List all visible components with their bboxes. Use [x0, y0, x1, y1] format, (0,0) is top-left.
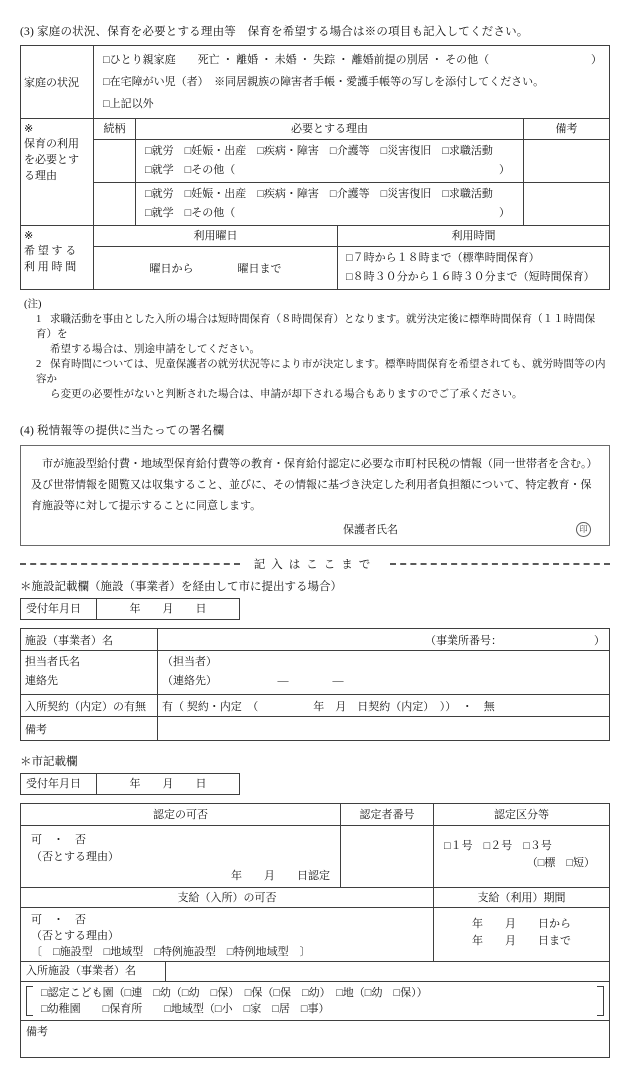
relation-cell — [94, 183, 136, 225]
facility-type-line1: □認定こども園（□連 □幼（□幼 □保） □保（□保 □幼） □地（□幼 □保）） — [41, 987, 428, 999]
family-status-table — [20, 45, 610, 290]
provision-content-row — [21, 908, 609, 962]
receipt-date-label: 受付年月日 — [21, 599, 97, 619]
close-paren: ） — [499, 164, 510, 176]
certification-category-header: 認定区分等 — [494, 808, 549, 821]
reason-options-line2: □就学 □その他（ ） — [145, 161, 517, 180]
provision-period-header: 支給（利用）期間 — [477, 891, 566, 904]
consent-text-line2: 及び世帯情報を閲覧又は収集すること、並びに、その情報に基づき決定した利用者負担額について、特定教育・保 — [31, 479, 592, 491]
dashed-line — [390, 563, 610, 565]
city-remarks-row — [21, 1021, 609, 1057]
city-receipt-date-box — [20, 773, 240, 795]
provision-column-header: 支給（入所）の可否 — [21, 888, 434, 907]
family-status-label: 家庭の状況 — [21, 46, 94, 118]
time-column-header: 利用時間 — [451, 229, 496, 242]
note-cell — [524, 140, 609, 182]
reason-column-header: 必要とする理由 — [136, 119, 524, 139]
approval-column-header: 認定の可否 — [21, 804, 341, 825]
desired-hours-label: ※ 希 望 す る 利 用 時 間 — [21, 226, 94, 289]
care-reason-row-1 — [94, 140, 609, 183]
left-bracket — [26, 986, 33, 1016]
remarks-label: 備考 — [26, 1026, 48, 1038]
reason-checkboxes — [136, 140, 524, 182]
facility-name-row — [21, 629, 609, 651]
note-1-line1: 1 求職活動を事由とした入所の場合は短時間保育（８時間保育）となります。就労決定後に標準時間保育（１１時間保育）を — [36, 314, 596, 340]
facility-remarks-row — [21, 717, 609, 740]
close-paren: ） — [591, 54, 602, 66]
contact-labels — [21, 651, 158, 694]
care-reason-row-2 — [94, 183, 609, 225]
relation-column-header: 続柄 — [94, 119, 136, 139]
provision-ok-no: 可 ・ 否 — [31, 914, 86, 926]
reason-options-line2: □就学 □その他（ ） — [145, 204, 517, 223]
remarks-label: 備考 — [21, 717, 158, 740]
reason-checkboxes — [136, 183, 524, 225]
hours-content-row — [94, 247, 609, 289]
remarks-cell — [158, 717, 609, 740]
approval-header-row — [21, 804, 609, 826]
weekday-range: 曜日から 曜日まで — [94, 247, 338, 289]
note-column-header: 備考 — [555, 122, 578, 135]
certifier-number-header: 認定者番号 — [341, 804, 434, 825]
contract-row — [21, 695, 609, 717]
close-paren: ） — [499, 207, 510, 219]
notes-block — [20, 297, 610, 402]
guardian-name-label: 保護者氏名 — [343, 524, 398, 536]
note-2-line2: ら変更の必要性がないと判断された場合は、申請が却下される場合もありますのでご了承ください。 — [50, 389, 523, 400]
consent-text-line1: 市が施設型給付費・地域型保育給付費等の教育・保育給付認定に必要な市町村民税の情報（同一世帯者を含む。） — [31, 458, 598, 470]
weekday-column-header: 利用曜日 — [94, 226, 338, 246]
admission-facility-row — [21, 962, 609, 982]
section4-heading: (4) 税情報等の提供に当たっての署名欄 — [20, 425, 225, 437]
provision-type-checkboxes: 〔 □施設型 □地域型 □特例施設型 □特例地域型 〕 — [31, 946, 311, 958]
disabled-child-option: □在宅障がい児（者） ※同居親族の障害者手帳・愛護手帳等の写しを添付してください。 — [103, 76, 545, 88]
contract-value: 有（ 契約・内定 （ 年 月 日契約（内定） ）） ・ 無 — [162, 700, 495, 713]
admission-facility-label: 入所施設（事業者）名 — [21, 962, 166, 981]
guardian-signature-row — [31, 517, 599, 541]
standard-time-option: □７時から１８時まで（標準時間保育） — [346, 252, 540, 264]
contact-values — [158, 651, 609, 694]
fill-end-divider — [20, 556, 610, 572]
period-to: 年 月 日まで — [472, 935, 571, 947]
category-checkboxes: □１号 □２号 □３号 — [444, 840, 552, 852]
contract-label: 入所契約（内定）の有無 — [21, 695, 158, 716]
note-1-line2: 希望する場合は、別途申請をしてください。 — [50, 344, 260, 355]
single-parent-option — [103, 49, 609, 71]
family-status-options — [94, 46, 609, 118]
person-in-charge-value: （担当者） — [162, 656, 217, 668]
city-section-heading: ＊市記載欄 — [20, 756, 78, 768]
provision-header-row — [21, 888, 609, 908]
facility-table — [20, 628, 610, 741]
certification-category-cell — [434, 826, 609, 887]
family-status-row — [21, 46, 609, 119]
contact-value: （連絡先） ― ― — [162, 675, 344, 687]
approval-ok-no: 可 ・ 否 — [31, 834, 86, 846]
desired-hours-section — [21, 226, 609, 289]
certifier-number-cell — [341, 826, 434, 887]
facility-type-line2: □幼稚園 □保育所 □地域型（□小 □家 □居 □事） — [41, 1003, 330, 1015]
period-from: 年 月 日から — [472, 918, 571, 930]
note-2-line1: 2 保育時間については、児童保護者の就労状況等により市が決定します。標準時間保育を希望されても、就労時間等の内容か — [36, 359, 606, 385]
receipt-date-label: 受付年月日 — [21, 774, 97, 794]
seal-mark-icon: 印 — [576, 522, 591, 537]
short-time-option: □８時３０分から１６時３０分まで（短時間保育） — [346, 271, 595, 283]
approval-reason-if-no: （否とする理由） — [31, 851, 119, 863]
office-number-label: （事業所番号： — [425, 634, 502, 647]
certification-date: 年 月 日認定 — [231, 870, 330, 882]
relation-cell — [94, 140, 136, 182]
hours-header — [94, 226, 609, 247]
other-than-above-option: □上記以外 — [103, 98, 154, 110]
approval-decision-cell — [21, 826, 341, 887]
contact-person-row — [21, 651, 609, 695]
contact-label: 連絡先 — [25, 675, 58, 687]
facility-type-options — [33, 985, 597, 1017]
section3-heading: (3) 家庭の状況、保育を必要とする理由等 保育を希望する場合は※の項目も記入してください。 — [20, 26, 529, 38]
provision-period-cell — [434, 908, 609, 961]
care-reason-header — [94, 119, 609, 140]
category-sub-checkboxes: （□標 □短） — [526, 857, 595, 869]
receipt-date-value: 年 月 日 — [129, 778, 207, 790]
facility-name-label: 施設（事業者）名 — [21, 629, 158, 650]
admission-facility-value — [166, 962, 609, 981]
office-number-cell — [158, 629, 609, 650]
form-page — [0, 23, 630, 1068]
reason-options-line1: □就労 □妊娠・出産 □疾病・障害 □介護等 □災害復旧 □求職活動 — [145, 188, 493, 200]
facility-receipt-date-box — [20, 598, 240, 620]
receipt-date-value: 年 月 日 — [129, 603, 207, 615]
city-table — [20, 803, 610, 1058]
close-paren: ） — [594, 634, 605, 647]
care-reason-section — [21, 119, 609, 226]
time-options — [338, 247, 609, 289]
consent-text-line3: 育施設等に対して提示することに同意します。 — [31, 500, 262, 512]
provision-reason-if-no: （否とする理由） — [31, 930, 119, 942]
dashed-line — [20, 563, 240, 565]
fill-end-text: 記入はここまで — [253, 559, 377, 571]
approval-content-row — [21, 826, 609, 888]
provision-decision-cell — [21, 908, 434, 961]
note-cell — [524, 183, 609, 225]
notes-title: (注) — [24, 299, 42, 310]
single-parent-text: □ひとり親家庭 死亡 ・ 離婚 ・ 未婚 ・ 失踪 ・ 離婚前提の別居 ・ その他（ — [103, 54, 490, 66]
care-reason-label: ※ 保育の利用 を必要とす る理由 — [21, 119, 94, 225]
person-in-charge-label: 担当者氏名 — [25, 656, 80, 668]
reason-options-line1: □就労 □妊娠・出産 □疾病・障害 □介護等 □災害復旧 □求職活動 — [145, 145, 493, 157]
consent-signature-box — [20, 445, 610, 546]
facility-section-heading: ＊施設記載欄（施設（事業者）を経由して市に提出する場合） — [20, 581, 342, 593]
facility-type-options-row — [21, 982, 609, 1021]
right-bracket — [597, 986, 604, 1016]
